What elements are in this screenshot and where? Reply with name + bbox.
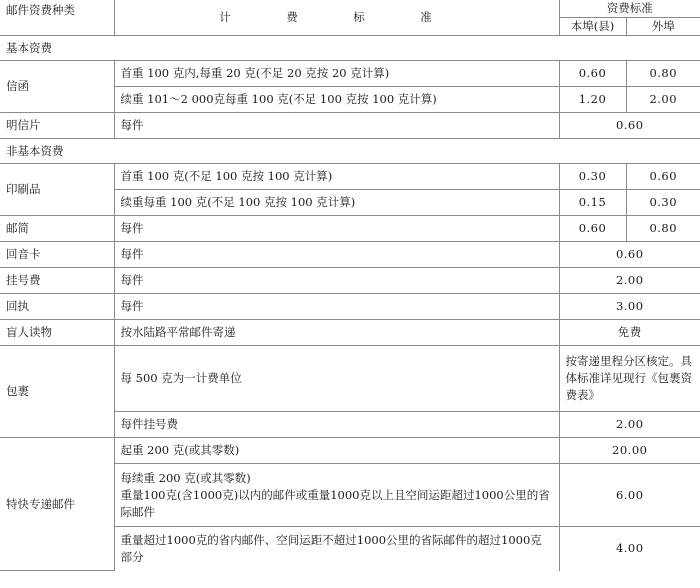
- row-letter-category: 信函: [0, 61, 114, 113]
- row-letter-desc-2: 续重 101～2 000克每重 100 克(不足 100 克按 100 克计算): [114, 87, 559, 113]
- row-letter-local-2: 1.20: [559, 87, 626, 113]
- row-registration-category: 挂号费: [0, 268, 114, 294]
- row-parcel-desc-2: 每件挂号费: [114, 412, 559, 438]
- row-express-value-3: 4.00: [559, 527, 700, 571]
- row-letter-nonlocal-2: 2.00: [626, 87, 700, 113]
- header-local: 本埠(县): [559, 18, 626, 36]
- row-letter-local-1: 0.60: [559, 61, 626, 87]
- header-standard-label: 计 费 标 准: [219, 10, 454, 24]
- row-parcel-desc-1: 每 500 克为一计费单位: [114, 346, 559, 412]
- row-reply-card-desc: 每件: [114, 242, 559, 268]
- row-printed-category: 印刷品: [0, 164, 114, 216]
- row-postcard-category: 明信片: [0, 113, 114, 139]
- row-express-desc-3: 重量超过1000克的省内邮件、空间运距不超过1000公里的省际邮件的超过1000克部分: [114, 527, 559, 571]
- row-letter-desc-1: 首重 100 克内,每重 20 克(不足 20 克按 20 克计算): [114, 61, 559, 87]
- row-mailtube-local: 0.60: [559, 216, 626, 242]
- section-basic: 基本资费: [0, 36, 700, 61]
- row-printed-local-2: 0.15: [559, 190, 626, 216]
- row-registration-desc: 每件: [114, 268, 559, 294]
- row-blind-value: 免费: [559, 320, 700, 346]
- row-registration-value: 2.00: [559, 268, 700, 294]
- row-reply-card-value: 0.60: [559, 242, 700, 268]
- header-nonlocal: 外埠: [626, 18, 700, 36]
- row-mailtube-nonlocal: 0.80: [626, 216, 700, 242]
- row-parcel-category: 包裹: [0, 346, 114, 438]
- header-standard: [114, 0, 559, 36]
- row-express-desc-2a: 每续重 200 克(或其零数): [120, 470, 251, 485]
- section-nonbasic: 非基本资费: [0, 139, 700, 164]
- row-express-desc-2: [114, 464, 559, 527]
- row-reply-card-category: 回音卡: [0, 242, 114, 268]
- header-tariff: 资费标准: [559, 0, 700, 18]
- row-printed-desc-1: 首重 100 克(不足 100 克按 100 克计算): [114, 164, 559, 190]
- row-blind-desc: 按水陆路平常邮件寄递: [114, 320, 559, 346]
- row-blind-category: 盲人读物: [0, 320, 114, 346]
- row-express-desc-2b: 重量100克(含1000克)以内的邮件或重量1000克以上且空间运距超过1000公里的省际邮件: [120, 487, 550, 519]
- row-printed-local-1: 0.30: [559, 164, 626, 190]
- row-parcel-value-2: 2.00: [559, 412, 700, 438]
- row-parcel-value-1: 按寄递里程分区核定。具体标准详见现行《包裹资费表》: [559, 346, 700, 412]
- header-category: 邮件资费种类: [0, 0, 114, 36]
- row-postcard-desc: 每件: [114, 113, 559, 139]
- row-receipt-desc: 每件: [114, 294, 559, 320]
- row-receipt-category: 回执: [0, 294, 114, 320]
- row-receipt-value: 3.00: [559, 294, 700, 320]
- row-printed-desc-2: 续重每重 100 克(不足 100 克按 100 克计算): [114, 190, 559, 216]
- row-printed-nonlocal-2: 0.30: [626, 190, 700, 216]
- row-mailtube-desc: 每件: [114, 216, 559, 242]
- row-letter-nonlocal-1: 0.80: [626, 61, 700, 87]
- row-express-value-1: 20.00: [559, 438, 700, 464]
- row-printed-nonlocal-1: 0.60: [626, 164, 700, 190]
- row-express-value-2: 6.00: [559, 464, 700, 527]
- row-mailtube-category: 邮简: [0, 216, 114, 242]
- row-express-category: 特快专递邮件: [0, 438, 114, 571]
- row-postcard-value: 0.60: [559, 113, 700, 139]
- row-express-desc-1: 起重 200 克(或其零数): [114, 438, 559, 464]
